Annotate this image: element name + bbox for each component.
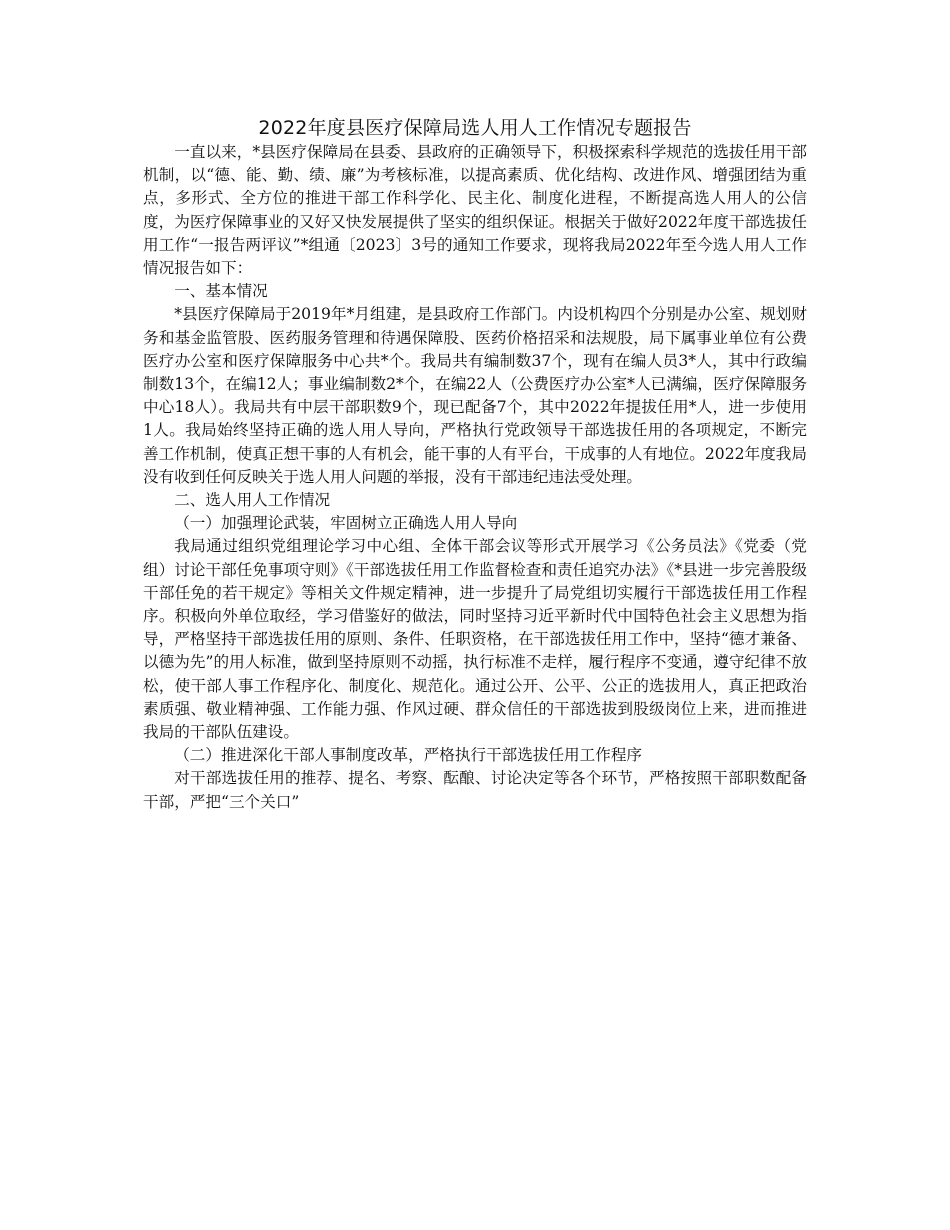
intro-paragraph: 一直以来，*县医疗保障局在县委、县政府的正确领导下，积极探索科学规范的选拔任用干部机制，以“德、能、勤、绩、廉”为考核标准，以提高素质、优化结构、改进作风、增强团结为重点，多形式、全方位的推进干部工作科学化、民主化、制度化进程，不断提高选人用人的公信度，为医疗保障事业的又好又快发展提供了坚实的组织保证。根据关于做好2022年度干部选拔任用工作“一报告两评议”*组通〔2023〕3号的通知工作要求，现将我局2022年至今选人用人工作情况报告如下： [143,143,807,278]
basic-info-paragraph: *县医疗保障局于2019年*月组建，是县政府工作部门。内设机构四个分别是办公室、规划财务和基金监管股、医药服务管理和待遇保障股、医药价格招采和法规股，局下属事业单位有公费医疗办公室和医疗保障服务中心共*个。我局共有编制数37个，现有在编人员3*人，其中行政编制数13个，在编12人；事业编制数2*个，在编22人（公费医疗办公室*人已满编，医疗保障服务中心18人）。我局共有中层干部职数9个，现已配备7个，其中2022年提拔任用*人，进一步使用1人。我局始终坚持正确的选人用人导向，严格执行党政领导干部选拔任用的各项规定，不断完善工作机制，使真正想干事的人有机会，能干事的人有平台，干成事的人有地位。2022年度我局没有收到任何反映关于选人用人问题的举报，没有干部违纪违法受处理。 [143,305,807,486]
subsection-heading-reform: （二）推进深化干部人事制度改革，严格执行干部选拔任用工作程序 [174,746,643,765]
theory-paragraph: 我局通过组织党组理论学习中心组、全体干部会议等形式开展学习《公务员法》《党委（党组）讨论干部任免事项守则》《干部选拔任用工作监督检查和责任追究办法》《*县进一步完善股级干部任免的若干规定》等相关文件规定精神，进一步提升了局党组切实履行干部选拔任用工作程序。积极向外单位取经，学习借鉴好的做法，同时坚持习近平新时代中国特色社会主义思想为指导，严格坚持干部选拔任用的原则、条件、任职资格，在干部选拔任用工作中，坚持“德才兼备、以德为先”的用人标准，做到坚持原则不动摇，执行标准不走样，履行程序不变通，遵守纪律不放松，使干部人事工作程序化、制度化、规范化。通过公开、公平、公正的选拔用人，真正把政治素质强、敬业精神强、工作能力强、作风过硬、群众信任的干部选拔到股级岗位上来，进而推进我局的干部队伍建设。 [143,537,807,742]
section-heading-work-status: 二、选人用人工作情况 [174,491,331,510]
reform-paragraph: 对干部选拔任用的推荐、提名、考察、酝酿、讨论决定等各个环节，严格按照干部职数配备干部，严把“三个关口” [143,769,807,811]
section-heading-basic-info: 一、基本情况 [174,282,268,301]
subsection-heading-theory: （一）加强理论武装，牢固树立正确选人用人导向 [174,514,518,533]
document-title: 2022年度县医疗保障局选人用人工作情况专题报告 [258,117,692,139]
document-page [143,115,807,814]
